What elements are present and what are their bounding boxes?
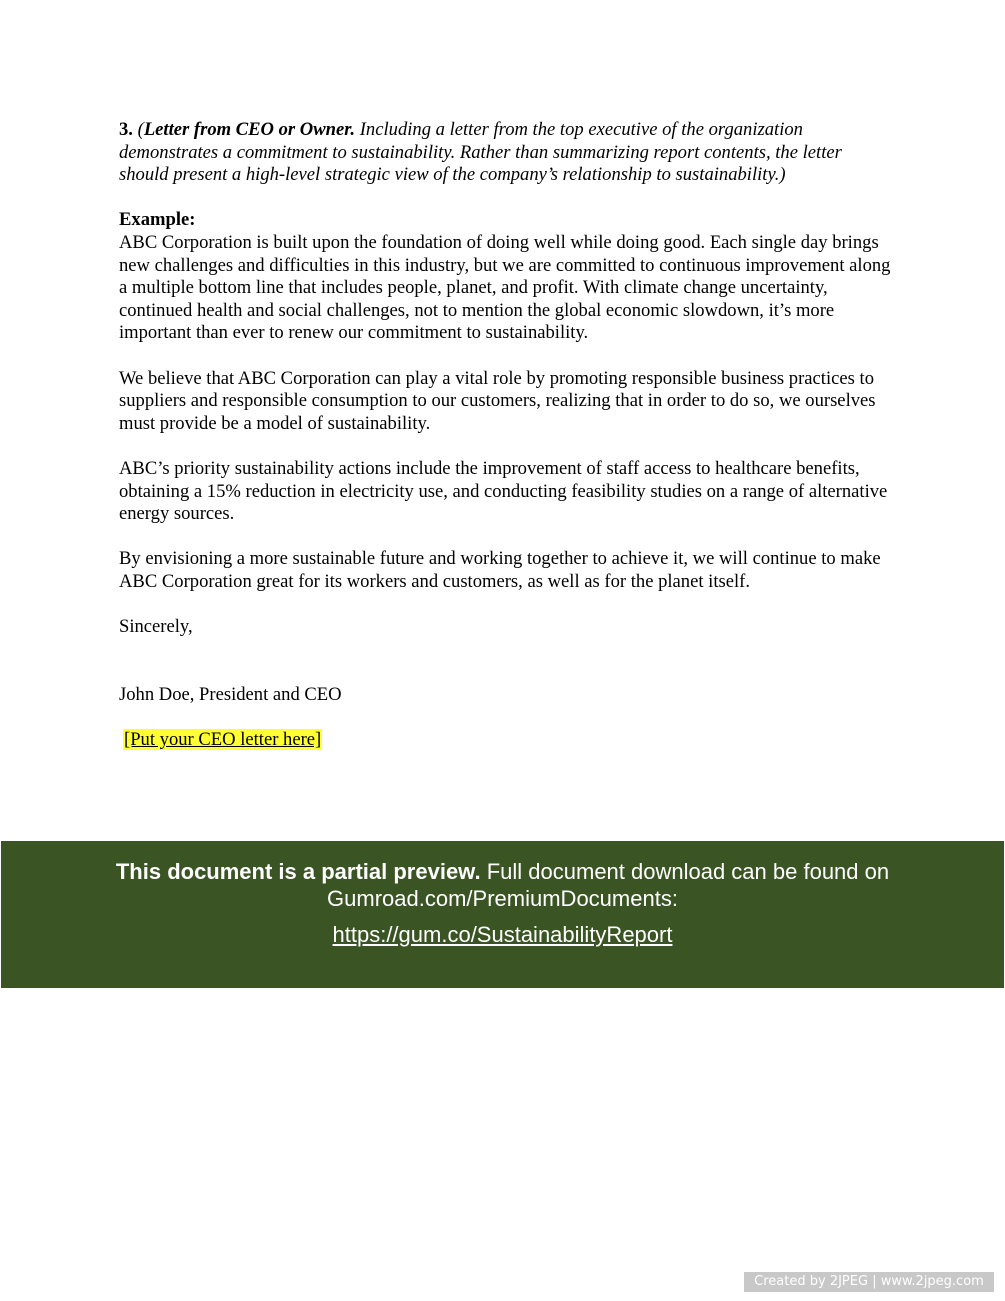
section-title: Letter from CEO or Owner.: [143, 119, 356, 140]
signature: John Doe, President and CEO: [119, 683, 342, 705]
closing: Sincerely,: [119, 616, 193, 638]
section-number: 3.: [119, 119, 133, 140]
banner-text: Full document download can be found on Gumroad.com/PremiumDocuments:: [327, 859, 890, 911]
paragraph: ABC’s priority sustainability actions include the improvement of staff access to healthcare benefits, obtaining a 15% reduction in electricity use, and conducting feasibility studies on a range of alternative energy sources.: [119, 457, 888, 525]
paragraph: ABC Corporation is built upon the foundation of doing well while doing good. Each single day brings new challenges and difficulties in this industry, but we are committed to continuous improvement along a multiple bottom line that includes people, planet, and profit. With climate change uncertainty, continued health and social challenges, not to mention the global economic slowdown, it’s more important than ever to renew our commitment to sustainability.: [119, 231, 891, 344]
section-description: Including a letter from the top executive of the organization demonstrates a commitment to sustainability. Rather than summarizing report contents, the letter should present a high-level strategic view of the company’s relationship to sustainability.): [119, 119, 842, 186]
paragraph: By envisioning a more sustainable future and working together to achieve it, we will continue to make ABC Corporation great for its workers and customers, as well as for the planet itself.: [119, 548, 881, 592]
document-body: [119, 119, 894, 774]
preview-banner: [1, 841, 1004, 988]
download-link[interactable]: https://gum.co/SustainabilityReport: [332, 922, 673, 947]
placeholder-highlight: [Put your CEO letter here]: [124, 729, 322, 751]
paragraph: We believe that ABC Corporation can play a vital role by promoting responsible business practices to suppliers and responsible consumption to our customers, realizing that in order to do so, we ourselves must provide be a model of sustainability.: [119, 367, 876, 434]
watermark: Created by 2JPEG | www.2jpeg.com: [744, 1272, 994, 1292]
section-intro: [119, 119, 894, 187]
banner-bold: This document is a partial preview.: [115, 859, 481, 884]
paren: (: [137, 119, 144, 140]
example-label: Example:: [119, 209, 196, 231]
